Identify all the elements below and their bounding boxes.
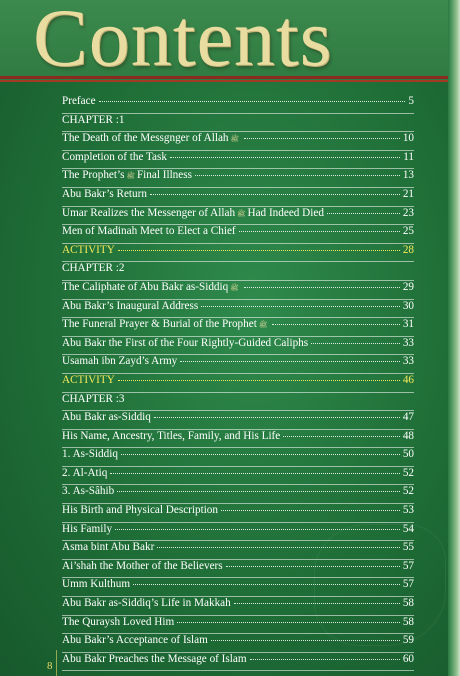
- toc-entry[interactable]: [62, 504, 414, 522]
- table-of-contents: [62, 95, 414, 671]
- toc-entry[interactable]: [62, 448, 414, 466]
- entry-title: Preface: [62, 95, 96, 107]
- dot-leader: [118, 249, 400, 251]
- entry-title: CHAPTER :3: [62, 392, 125, 405]
- dot-leader: [239, 230, 400, 232]
- entry-title: Usamah ibn Zayd’s Army: [62, 355, 178, 368]
- chapter-heading: [62, 114, 414, 132]
- toc-entry[interactable]: [62, 616, 414, 634]
- dot-leader: [157, 546, 400, 548]
- entry-page-number: 33: [402, 336, 414, 349]
- entry-page-number: 53: [402, 504, 414, 517]
- chapter-heading: [62, 393, 414, 411]
- entry-title: Abu Bakr as-Siddiq: [62, 411, 151, 424]
- entry-title: 2. Al-Atiq: [62, 466, 108, 479]
- entry-title: The Prophet’s: [62, 169, 125, 182]
- dot-leader: [211, 639, 400, 641]
- page-edge: [448, 0, 460, 676]
- entry-page-number: 52: [402, 485, 414, 498]
- dot-leader: [99, 100, 406, 102]
- entry-title: Abu Bakr Preaches the Message of Islam: [62, 652, 247, 665]
- entry-page-number: 58: [402, 597, 414, 610]
- entry-title: His Birth and Physical Description: [62, 504, 218, 517]
- page-number: 8: [47, 660, 53, 672]
- dot-leader: [150, 193, 400, 195]
- entry-title: Men of Madinah Meet to Elect a Chief: [62, 225, 236, 238]
- entry-page-number: 55: [402, 541, 414, 554]
- dot-leader: [180, 360, 400, 362]
- chapter-heading: [62, 262, 414, 280]
- entry-page-number: 52: [402, 466, 414, 479]
- dot-leader: [121, 453, 400, 455]
- toc-entry[interactable]: [62, 634, 414, 652]
- entry-title: The Death of the Messgnger of Allah: [62, 132, 229, 145]
- toc-entry[interactable]: [62, 132, 414, 150]
- toc-entry[interactable]: [62, 560, 414, 578]
- entry-title: His Name, Ancestry, Titles, Family, and His Life: [62, 429, 281, 442]
- dot-leader: [234, 602, 400, 604]
- entry-page-number: 11: [403, 150, 414, 163]
- toc-entry[interactable]: [62, 151, 414, 169]
- dot-leader: [327, 212, 400, 214]
- entry-title: CHAPTER :1: [62, 113, 125, 126]
- entry-page-number: 57: [402, 559, 414, 572]
- dot-leader: [154, 416, 400, 418]
- entry-title: ACTIVITY: [62, 243, 115, 256]
- dot-leader: [118, 379, 400, 381]
- toc-entry[interactable]: [62, 578, 414, 596]
- entry-title: The Caliphate of Abu Bakr as-Siddiq: [62, 280, 229, 293]
- entry-page-number: 28: [402, 243, 414, 256]
- entry-page-number: 58: [402, 615, 414, 628]
- entry-title: Abu Bakr as-Siddiq’s Life in Makkah: [62, 597, 231, 610]
- entry-page-number: 10: [402, 132, 414, 145]
- honorific-glyph: ﷺ: [237, 209, 246, 218]
- entry-page-number: 13: [402, 169, 414, 182]
- entry-page-number: 47: [402, 411, 414, 424]
- honorific-glyph: ﷺ: [230, 283, 239, 292]
- dot-leader: [250, 658, 400, 660]
- toc-entry[interactable]: [62, 541, 414, 559]
- entry-title: Umar Realizes the Messenger of Allah: [62, 206, 236, 219]
- dot-leader: [221, 509, 400, 511]
- toc-entry[interactable]: [62, 300, 414, 318]
- dot-leader: [272, 323, 400, 325]
- entry-page-number: 30: [402, 299, 414, 312]
- dot-leader: [117, 490, 400, 492]
- activity-entry[interactable]: [62, 244, 414, 262]
- entry-title: Abu Bakr’s Return: [62, 187, 147, 200]
- entry-title: Abu Bakr the First of the Four Rightly-Guided Caliphs: [62, 336, 309, 349]
- row-divider: [62, 670, 414, 671]
- entry-page-number: 59: [402, 634, 414, 647]
- dot-leader: [115, 528, 400, 530]
- dot-leader: [110, 472, 399, 474]
- entry-title: 3. As-Sâhib: [62, 485, 115, 498]
- toc-entry[interactable]: [62, 411, 414, 429]
- entry-page-number: 21: [402, 187, 414, 200]
- entry-title: The Quraysh Loved Him: [62, 615, 175, 628]
- dot-leader: [201, 305, 400, 307]
- toc-entry[interactable]: [62, 169, 414, 187]
- toc-entry[interactable]: [62, 318, 414, 336]
- dot-leader: [170, 156, 400, 158]
- honorific-glyph: ﷺ: [230, 135, 239, 144]
- toc-entry[interactable]: [62, 337, 414, 355]
- dot-leader: [244, 286, 400, 288]
- entry-title: His Family: [62, 522, 113, 535]
- dot-leader: [195, 174, 400, 176]
- entry-page-number: 60: [402, 652, 414, 665]
- entry-page-number: 50: [402, 448, 414, 461]
- toc-entry[interactable]: [62, 467, 414, 485]
- entry-page-number: 54: [402, 522, 414, 535]
- margin-rule: [56, 650, 57, 676]
- entry-title: Asma bint Abu Bakr: [62, 541, 155, 554]
- toc-entry[interactable]: [62, 597, 414, 615]
- honorific-glyph: ﷺ: [258, 321, 268, 330]
- toc-entry[interactable]: [62, 225, 414, 243]
- entry-title: Abu Bakr’s Inaugural Address: [62, 299, 199, 312]
- toc-entry[interactable]: [62, 523, 414, 541]
- dot-leader: [283, 435, 400, 437]
- entry-page-number: 23: [402, 206, 414, 219]
- entry-title: The Funeral Prayer & Burial of the Prophet: [62, 318, 257, 331]
- entry-page-number: 33: [402, 355, 414, 368]
- entry-title: 1. As-Siddiq: [62, 448, 118, 461]
- entry-title: Completion of the Task: [62, 150, 167, 163]
- entry-title: ACTIVITY: [62, 373, 115, 386]
- entry-page-number: 29: [402, 280, 414, 293]
- dot-leader: [177, 621, 400, 623]
- toc-entry[interactable]: [62, 207, 414, 225]
- entry-page-number: 46: [402, 373, 414, 386]
- entry-title: Ai’shah the Mother of the Believers: [62, 559, 223, 572]
- dot-leader: [226, 565, 400, 567]
- activity-entry[interactable]: [62, 374, 414, 392]
- toc-entry[interactable]: [62, 653, 414, 671]
- entry-page-number: 31: [402, 318, 414, 331]
- entry-title-continued: Had Indeed Died: [247, 206, 324, 219]
- honorific-glyph: ﷺ: [126, 172, 135, 181]
- entry-title: Umm Kulthum: [62, 578, 131, 591]
- dot-leader: [133, 583, 400, 585]
- toc-entry[interactable]: [62, 430, 414, 448]
- toc-entry[interactable]: [62, 485, 414, 503]
- entry-title: CHAPTER :2: [62, 262, 125, 275]
- toc-entry[interactable]: [62, 188, 414, 206]
- entry-title-continued: Final Illness: [136, 169, 192, 182]
- dot-leader: [244, 137, 400, 139]
- entry-page-number: 48: [402, 429, 414, 442]
- dot-leader: [311, 342, 400, 344]
- toc-entry[interactable]: [62, 355, 414, 373]
- entry-page-number: 25: [402, 225, 414, 238]
- entry-page-number: 57: [402, 578, 414, 591]
- toc-entry[interactable]: [62, 95, 414, 113]
- page-title: Contents: [33, 0, 333, 83]
- toc-entry[interactable]: [62, 281, 414, 299]
- entry-title: Abu Bakr’s Acceptance of Islam: [62, 634, 208, 647]
- entry-page-number: 5: [408, 95, 414, 107]
